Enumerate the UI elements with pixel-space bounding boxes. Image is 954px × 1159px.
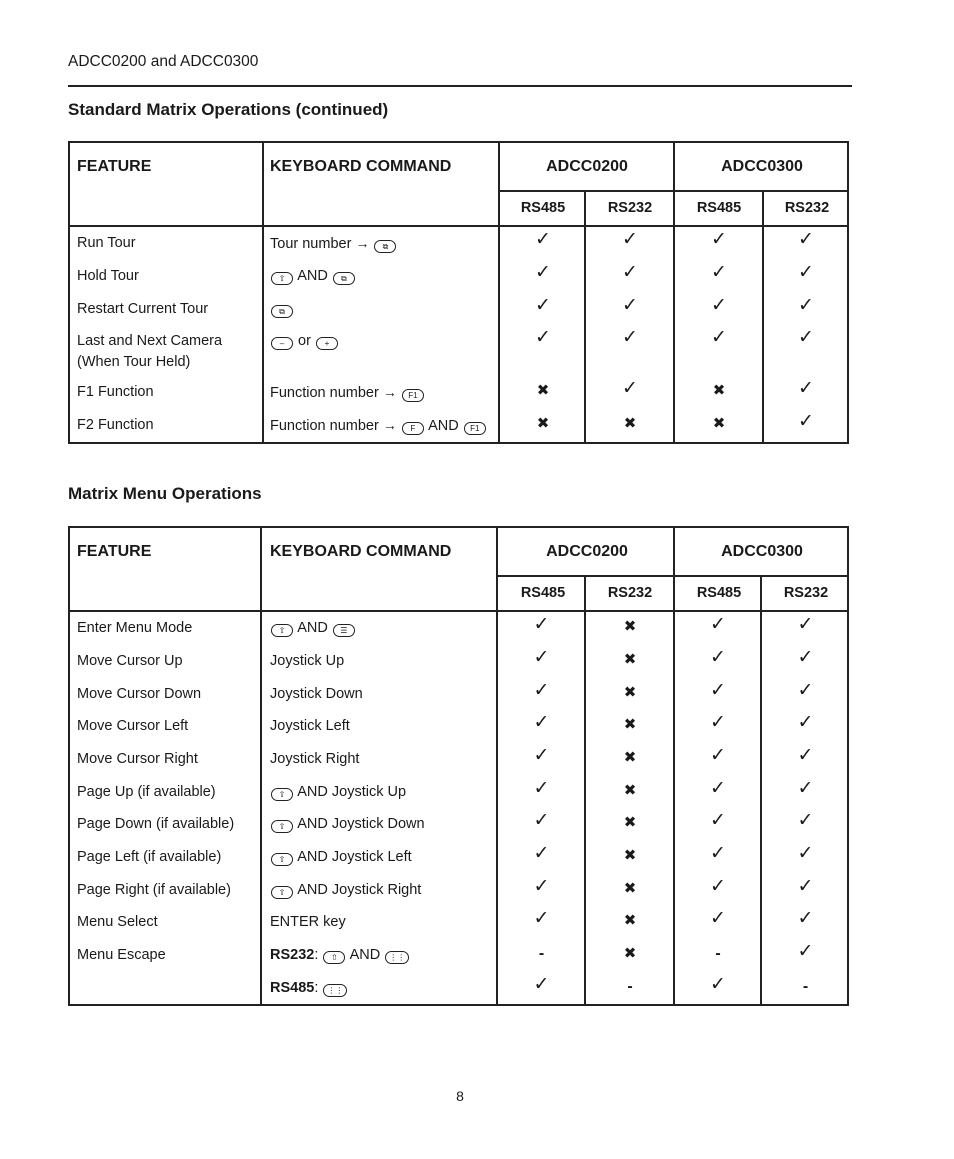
feature-cell: Menu Select <box>77 914 158 930</box>
feature-cell: Hold Tour <box>77 268 139 284</box>
header-bottom-rule <box>70 225 847 227</box>
command-text: AND <box>349 947 381 963</box>
check-mark-icon: ✓ <box>798 295 814 316</box>
check-mark-icon: ✓ <box>533 778 550 799</box>
cross-mark-icon: ✖ <box>623 415 637 432</box>
header-feature: FEATURE <box>77 543 152 560</box>
command-label: RS232 <box>270 947 315 963</box>
column-divider <box>260 528 262 1004</box>
cross-mark-icon: ✖ <box>623 912 637 929</box>
check-mark-icon: ✓ <box>710 614 726 635</box>
header-adcc0200: ADCC0200 <box>546 158 628 175</box>
shift-key-icon: ⇧ <box>271 886 293 899</box>
page-number: 8 <box>456 1088 464 1104</box>
column-divider <box>584 191 586 442</box>
check-mark-icon: ✓ <box>533 647 550 668</box>
command-text: AND <box>428 418 459 434</box>
feature-cell: F1 Function <box>77 384 154 400</box>
header-keyboard-command: KEYBOARD COMMAND <box>270 543 452 560</box>
check-mark-icon: ✓ <box>533 843 550 864</box>
tour-key-icon: ⧉ <box>271 305 293 318</box>
check-mark-icon: ✓ <box>533 974 550 995</box>
check-mark-icon: ✓ <box>797 712 814 733</box>
feature-cell: Menu Escape <box>77 947 166 963</box>
cross-mark-icon: ✖ <box>623 782 637 799</box>
section-title-matrix-menu: Matrix Menu Operations <box>68 484 262 503</box>
standard-matrix-table <box>68 141 849 444</box>
check-mark-icon: ✓ <box>710 778 726 799</box>
header-divider <box>499 190 849 192</box>
f-key-icon: F <box>402 422 424 435</box>
keyboard-command-cell <box>270 945 410 966</box>
feature-cell: Move Cursor Left <box>77 718 189 734</box>
header-adcc0200: ADCC0200 <box>546 543 628 560</box>
minus-key-icon: – <box>271 337 293 350</box>
cross-mark-icon: ✖ <box>536 415 550 432</box>
arrow-icon: → <box>355 235 370 251</box>
check-mark-icon: ✓ <box>711 327 727 348</box>
keyboard-command-cell: Joystick Left <box>270 718 350 734</box>
column-divider <box>762 191 764 442</box>
cross-mark-icon: ✖ <box>623 847 637 864</box>
command-text: or <box>298 333 311 349</box>
header-feature: FEATURE <box>77 158 152 175</box>
feature-cell: Page Down (if available) <box>77 816 235 832</box>
header-adcc0300: ADCC0300 <box>721 543 803 560</box>
feature-cell: Move Cursor Right <box>77 751 198 767</box>
check-mark-icon: ✓ <box>798 378 814 399</box>
check-mark-icon: ✓ <box>710 680 726 701</box>
header-rs485: RS485 <box>520 585 566 601</box>
check-mark-icon: ✓ <box>535 327 551 348</box>
check-mark-icon: ✓ <box>710 647 726 668</box>
column-divider <box>262 143 264 442</box>
keyboard-command-cell <box>270 299 294 320</box>
feature-cell: Run Tour <box>77 235 136 251</box>
check-mark-icon: ✓ <box>622 229 638 250</box>
check-mark-icon: ✓ <box>710 974 726 995</box>
command-text: : <box>314 947 319 963</box>
keyboard-command-cell <box>270 782 406 803</box>
check-mark-icon: ✓ <box>797 908 814 929</box>
cross-mark-icon: ✖ <box>623 716 637 733</box>
command-text: AND Joystick Left <box>297 849 412 865</box>
check-mark-icon: ✓ <box>710 712 726 733</box>
document-header: ADCC0200 and ADCC0300 <box>68 53 259 70</box>
check-mark-icon: ✓ <box>710 843 726 864</box>
keyboard-command-cell: Joystick Up <box>270 653 345 669</box>
check-mark-icon: ✓ <box>710 810 726 831</box>
command-text: AND Joystick Up <box>297 784 407 800</box>
keyboard-command-cell <box>270 233 397 255</box>
check-mark-icon: ✓ <box>798 411 814 432</box>
shift-key-icon: ⇧ <box>271 624 293 637</box>
command-label: RS485 <box>270 980 315 996</box>
not-applicable-mark: - <box>715 945 721 962</box>
not-applicable-mark: - <box>627 978 633 995</box>
feature-cell: Restart Current Tour <box>77 301 209 317</box>
check-mark-icon: ✓ <box>797 778 814 799</box>
shift-key-icon: ⇧ <box>271 853 293 866</box>
matrix-menu-table <box>68 526 849 1006</box>
cross-mark-icon: ✖ <box>712 415 726 432</box>
check-mark-icon: ✓ <box>797 647 814 668</box>
column-divider <box>496 528 498 1004</box>
header-rs232: RS232 <box>783 585 829 601</box>
keyboard-command-cell <box>270 618 356 639</box>
feature-line: (When Tour Held) <box>77 354 191 370</box>
feature-cell <box>77 331 222 373</box>
header-rs232: RS232 <box>607 585 653 601</box>
feature-cell: Page Up (if available) <box>77 784 216 800</box>
feature-line: Last and Next Camera <box>77 333 223 349</box>
check-mark-icon: ✓ <box>798 229 814 250</box>
check-mark-icon: ✓ <box>533 712 550 733</box>
keyboard-command-cell: Joystick Down <box>270 686 363 702</box>
check-mark-icon: ✓ <box>535 295 551 316</box>
keyboard-command-cell <box>270 415 487 437</box>
feature-cell: Enter Menu Mode <box>77 620 193 636</box>
check-mark-icon: ✓ <box>798 327 814 348</box>
header-rs485: RS485 <box>520 200 566 216</box>
not-applicable-mark: - <box>538 945 545 962</box>
menu-key-icon: ☰ <box>333 624 355 637</box>
header-adcc0300: ADCC0300 <box>721 158 803 175</box>
header-keyboard-command: KEYBOARD COMMAND <box>270 158 452 175</box>
tour-key-icon: ⧉ <box>333 272 355 285</box>
arrow-icon: → <box>382 384 397 400</box>
header-divider <box>497 575 849 577</box>
arrow-icon: → <box>382 417 397 433</box>
cross-mark-icon: ✖ <box>623 618 637 635</box>
keyboard-command-cell <box>270 814 425 835</box>
check-mark-icon: ✓ <box>710 876 726 897</box>
check-mark-icon: ✓ <box>711 229 727 250</box>
check-mark-icon: ✓ <box>797 680 814 701</box>
section-title-standard-matrix: Standard Matrix Operations (continued) <box>68 100 389 119</box>
check-mark-icon: ✓ <box>622 295 638 316</box>
command-text: Function number <box>270 385 379 401</box>
keyboard-command-cell <box>270 978 348 999</box>
cross-mark-icon: ✖ <box>623 814 637 831</box>
cross-mark-icon: ✖ <box>536 382 550 399</box>
shift-key-icon: ⇧ <box>271 272 293 285</box>
plus-key-icon: + <box>316 337 338 350</box>
shift-key-icon: ⇧ <box>271 788 293 801</box>
escape-key-icon: ⋮⋮ <box>323 984 347 997</box>
command-text: Function number <box>270 418 379 434</box>
command-text: AND <box>297 620 328 636</box>
check-mark-icon: ✓ <box>622 262 638 283</box>
header-divider <box>68 85 852 87</box>
cross-mark-icon: ✖ <box>712 382 726 399</box>
keyboard-command-cell <box>270 847 412 868</box>
check-mark-icon: ✓ <box>533 745 550 766</box>
check-mark-icon: ✓ <box>711 262 727 283</box>
f1-key-icon: F1 <box>464 422 486 435</box>
feature-cell: Move Cursor Down <box>77 686 202 702</box>
check-mark-icon: ✓ <box>533 614 550 635</box>
check-mark-icon: ✓ <box>710 908 726 929</box>
check-mark-icon: ✓ <box>797 745 814 766</box>
cross-mark-icon: ✖ <box>623 945 637 962</box>
check-mark-icon: ✓ <box>710 745 726 766</box>
keyboard-command-cell <box>270 382 425 404</box>
cross-mark-icon: ✖ <box>623 651 637 668</box>
header-rs485: RS485 <box>696 585 742 601</box>
check-mark-icon: ✓ <box>797 843 814 864</box>
shift-key-icon: ⇧ <box>323 951 345 964</box>
command-text: AND <box>297 268 328 284</box>
check-mark-icon: ✓ <box>797 876 814 897</box>
header-bottom-rule <box>70 610 847 612</box>
feature-cell: F2 Function <box>77 417 154 433</box>
check-mark-icon: ✓ <box>797 810 814 831</box>
tour-key-icon: ⧉ <box>374 240 396 253</box>
keyboard-command-cell: ENTER key <box>270 914 346 930</box>
check-mark-icon: ✓ <box>622 378 638 399</box>
keyboard-command-cell <box>270 880 421 901</box>
check-mark-icon: ✓ <box>533 876 550 897</box>
command-text: : <box>314 980 319 996</box>
check-mark-icon: ✓ <box>533 680 550 701</box>
header-rs232: RS232 <box>784 200 830 216</box>
check-mark-icon: ✓ <box>622 327 638 348</box>
feature-cell: Page Left (if available) <box>77 849 222 865</box>
check-mark-icon: ✓ <box>533 908 550 929</box>
shift-key-icon: ⇧ <box>271 820 293 833</box>
cross-mark-icon: ✖ <box>623 880 637 897</box>
feature-cell: Page Right (if available) <box>77 882 231 898</box>
check-mark-icon: ✓ <box>797 941 814 962</box>
command-text: AND Joystick Right <box>297 882 422 898</box>
check-mark-icon: ✓ <box>535 229 551 250</box>
keyboard-command-cell <box>270 266 356 287</box>
f1-key-icon: F1 <box>402 389 424 402</box>
not-applicable-mark: - <box>802 978 809 995</box>
check-mark-icon: ✓ <box>711 295 727 316</box>
cross-mark-icon: ✖ <box>623 749 637 766</box>
check-mark-icon: ✓ <box>797 614 814 635</box>
keyboard-command-cell <box>270 331 339 352</box>
command-text: AND Joystick Down <box>297 816 425 832</box>
header-rs232: RS232 <box>607 200 653 216</box>
check-mark-icon: ✓ <box>533 810 550 831</box>
command-text: Tour number <box>270 236 352 252</box>
keyboard-command-cell: Joystick Right <box>270 751 360 767</box>
header-rs485: RS485 <box>696 200 742 216</box>
check-mark-icon: ✓ <box>535 262 551 283</box>
feature-cell: Move Cursor Up <box>77 653 183 669</box>
cross-mark-icon: ✖ <box>623 684 637 701</box>
escape-key-icon: ⋮⋮ <box>385 951 409 964</box>
check-mark-icon: ✓ <box>798 262 814 283</box>
